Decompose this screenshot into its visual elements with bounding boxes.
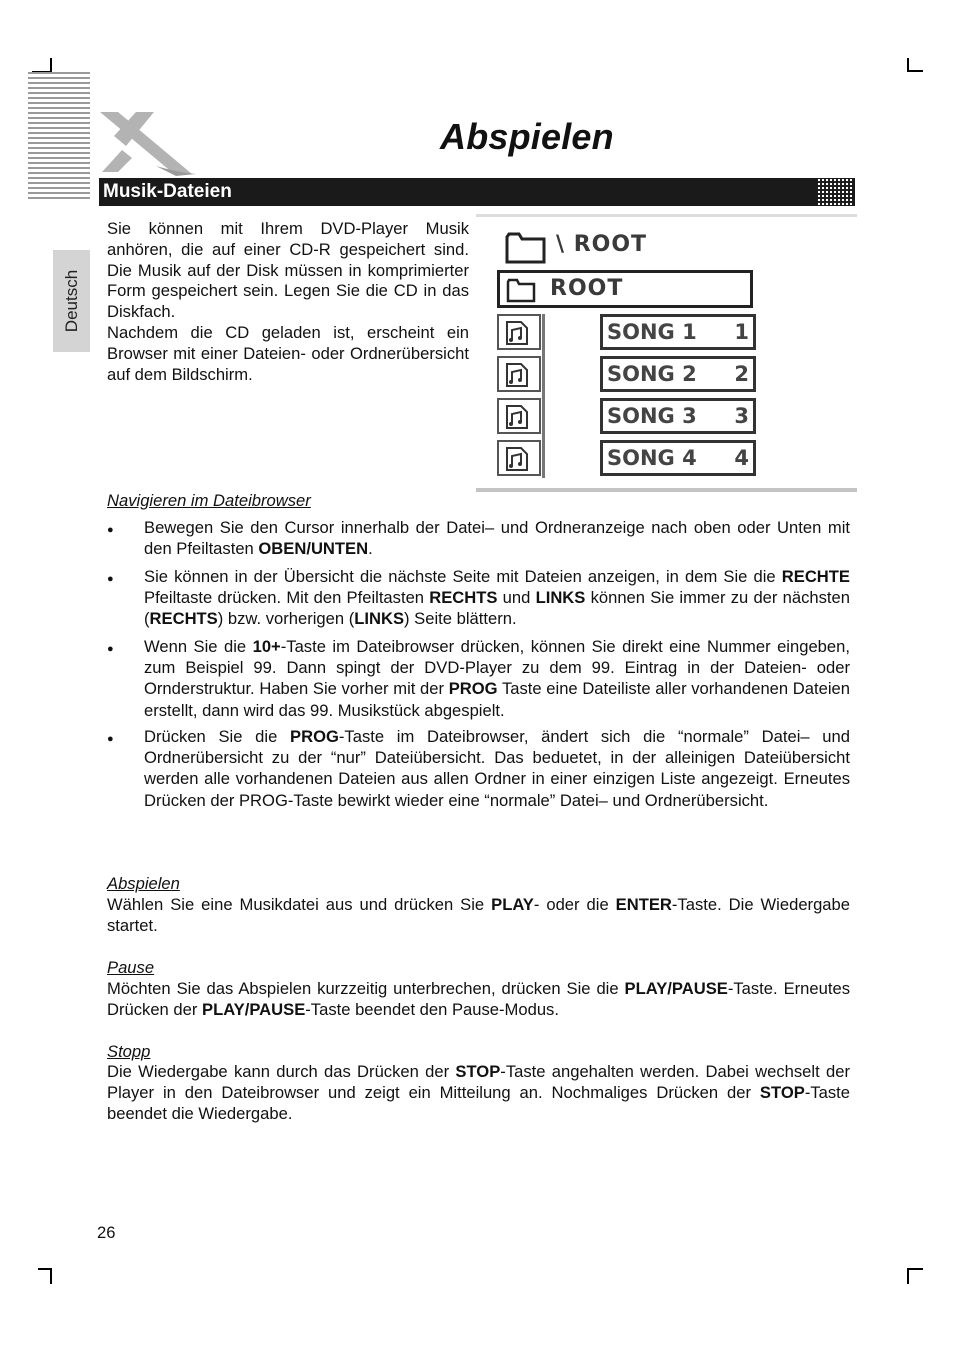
text-run: Taste eine Dateiliste aller vorhandenen Dateien erstellt, dann wird das 99. Musikstück abgespielt.: [144, 679, 851, 720]
intro-paragraph-2: Nachdem die CD geladen ist, erscheint ein Browser mit einer Dateien- oder Ordnerübersicht auf dem Bildschirm.: [107, 322, 469, 384]
figure-top-rule: [476, 214, 857, 217]
key-label: RECHTS: [429, 588, 498, 608]
song-name: SONG 2: [607, 362, 697, 386]
bullet-text: [144, 726, 850, 811]
bullet-dot-icon: ●: [107, 643, 114, 655]
song-name: SONG 3: [607, 404, 697, 428]
song-row[interactable]: [600, 440, 756, 476]
section-title: Musik-Dateien: [103, 181, 232, 202]
key-label: LINKS: [535, 588, 586, 608]
song-name: SONG 1: [607, 320, 697, 344]
music-file-icon: [497, 314, 541, 350]
text-run: Die Wiedergabe kann durch das Drücken der: [107, 1062, 456, 1081]
text-run: Bewegen Sie den Cursor innerhalb der Datei– und Ordneranzeige nach oben oder Unten mit den Pfeiltasten: [144, 518, 850, 559]
music-file-icon: [497, 440, 541, 476]
key-label: RECHTS: [149, 609, 218, 629]
text-run: -Taste. Erneutes Drücken der: [107, 979, 850, 1020]
song-row[interactable]: [600, 398, 756, 434]
text-run: Sie können in der Übersicht die nächste Seite mit Dateien anzeigen, in dem Sie die: [144, 567, 782, 586]
bullet-dot-icon: ●: [107, 733, 114, 745]
intro-paragraph-1: Sie können mit Ihrem DVD-Player Musik anhören, die auf einer CD-R gespeichert sind. Die Musik auf der Disk müssen in komprimierter Form gespeichert sein. Legen Sie die CD in das Diskfach.: [107, 219, 469, 322]
page-number: 26: [97, 1223, 116, 1242]
brand-x-logo: [96, 106, 200, 178]
key-label: ENTER: [615, 895, 672, 914]
path-label: \ ROOT: [556, 232, 648, 257]
text-run: -Taste beendet die Wiedergabe.: [107, 1083, 850, 1124]
crop-mark-bottom-right: [907, 1268, 923, 1284]
bullet-text: [144, 566, 850, 630]
key-label: RECHTE: [781, 567, 850, 586]
text-run: ) bzw. vorherigen (: [217, 609, 355, 629]
play-text: [107, 894, 850, 936]
text-run: -Taste im Dateibrowser drücken, können Sie direkt eine Nummer eingeben, zum Beispiel 99. Dann spingt der DVD-Player zu dem 99. Eintrag in der Dateien- oder Ornderstruktur. Haben Sie vorher mit der: [144, 637, 850, 699]
text-run: ) Seite blättern.: [404, 609, 517, 629]
nav-bullet-item: [107, 726, 850, 811]
key-label: OBEN/UNTEN: [258, 539, 369, 559]
key-label: LINKS: [354, 609, 405, 629]
text-run: können Sie immer zu der nächsten (: [144, 588, 850, 629]
root-folder-label: ROOT: [550, 276, 624, 301]
crop-mark-top-right: [907, 58, 923, 72]
text-run: .: [368, 539, 373, 559]
nav-bullet-item: [107, 636, 850, 721]
crop-mark-bottom-left: [38, 1268, 52, 1284]
nav-bullet-item: [107, 517, 850, 559]
song-row[interactable]: [600, 356, 756, 392]
bullet-text: [144, 636, 850, 721]
stop-text: [107, 1061, 850, 1125]
nav-bullet-item: [107, 566, 850, 630]
text-run: - oder die: [533, 895, 616, 914]
figure-bottom-rule: [476, 488, 857, 492]
key-label: PLAY/PAUSE: [624, 979, 728, 998]
bullet-dot-icon: ●: [107, 573, 114, 585]
text-run: Pfeiltaste drücken. Mit den Pfeiltasten: [144, 588, 430, 608]
intro-text: [107, 219, 469, 385]
song-row[interactable]: [600, 314, 756, 350]
key-label: PROG: [448, 679, 498, 699]
key-label: PLAY/PAUSE: [202, 1000, 306, 1020]
text-run: -Taste. Die Wiedergabe startet.: [107, 895, 850, 936]
key-label: PLAY: [491, 895, 534, 914]
text-run: Wählen Sie eine Musikdatei aus und drücken Sie: [107, 895, 492, 914]
folder-icon: [504, 229, 548, 265]
pause-heading: Pause: [107, 958, 155, 977]
language-side-tab: [53, 250, 90, 352]
text-run: Möchten Sie das Abspielen kurzzeitig unterbrechen, drücken Sie die: [107, 979, 625, 998]
text-run: -Taste im Dateibrowser, ändert sich die “normale” Datei– und Ordnerübersicht zu der “nur” Dateiübersicht. Das beduetet, in der alleinigen Dateiübersicht werden alle vorhandenen Dateien aus allen Ordner in einer einzigen Liste angezeigt. Erneutes Drücken der PROG-Taste bewirkt wieder eine “normale” Datei– und Ordnerübersicht.: [144, 727, 850, 810]
song-number: 2: [734, 362, 749, 386]
music-file-icon: [497, 356, 541, 392]
tree-connector: [542, 314, 603, 478]
text-run: Wenn Sie die: [144, 637, 253, 656]
pause-text: [107, 978, 850, 1020]
language-label: Deutsch: [61, 269, 81, 333]
stop-heading: Stopp: [107, 1042, 151, 1061]
song-number: 4: [734, 446, 749, 470]
text-run: Drücken Sie die: [144, 727, 291, 746]
play-heading: Abspielen: [107, 874, 180, 893]
music-file-icon: [497, 398, 541, 434]
nav-heading: Navigieren im Dateibrowser: [107, 491, 311, 510]
key-label: STOP: [759, 1083, 805, 1103]
file-browser-figure: [476, 214, 857, 492]
text-run: -Taste angehalten werden. Dabei wechselt der Player in den Dateibrowser und zeigt ein Mitteilung an. Nochmaliges Drücken der: [107, 1062, 850, 1103]
section-bar-pattern: [817, 178, 853, 206]
bullet-text: [144, 517, 850, 559]
crop-mark-top-left-v: [50, 58, 52, 72]
text-run: -Taste beendet den Pause-Modus.: [305, 1000, 559, 1020]
root-folder-row[interactable]: [497, 270, 753, 308]
section-header-bar: [99, 178, 855, 206]
text-run: und: [497, 588, 536, 608]
key-label: PROG: [290, 727, 339, 746]
folder-icon: [506, 277, 536, 303]
page-title: Abspielen: [440, 116, 614, 157]
song-number: 3: [734, 404, 749, 428]
song-name: SONG 4: [607, 446, 697, 470]
header-stripes: [28, 72, 90, 200]
bullet-dot-icon: ●: [107, 524, 114, 536]
key-label: 10+: [252, 637, 281, 656]
key-label: STOP: [455, 1062, 501, 1081]
song-number: 1: [734, 320, 749, 344]
